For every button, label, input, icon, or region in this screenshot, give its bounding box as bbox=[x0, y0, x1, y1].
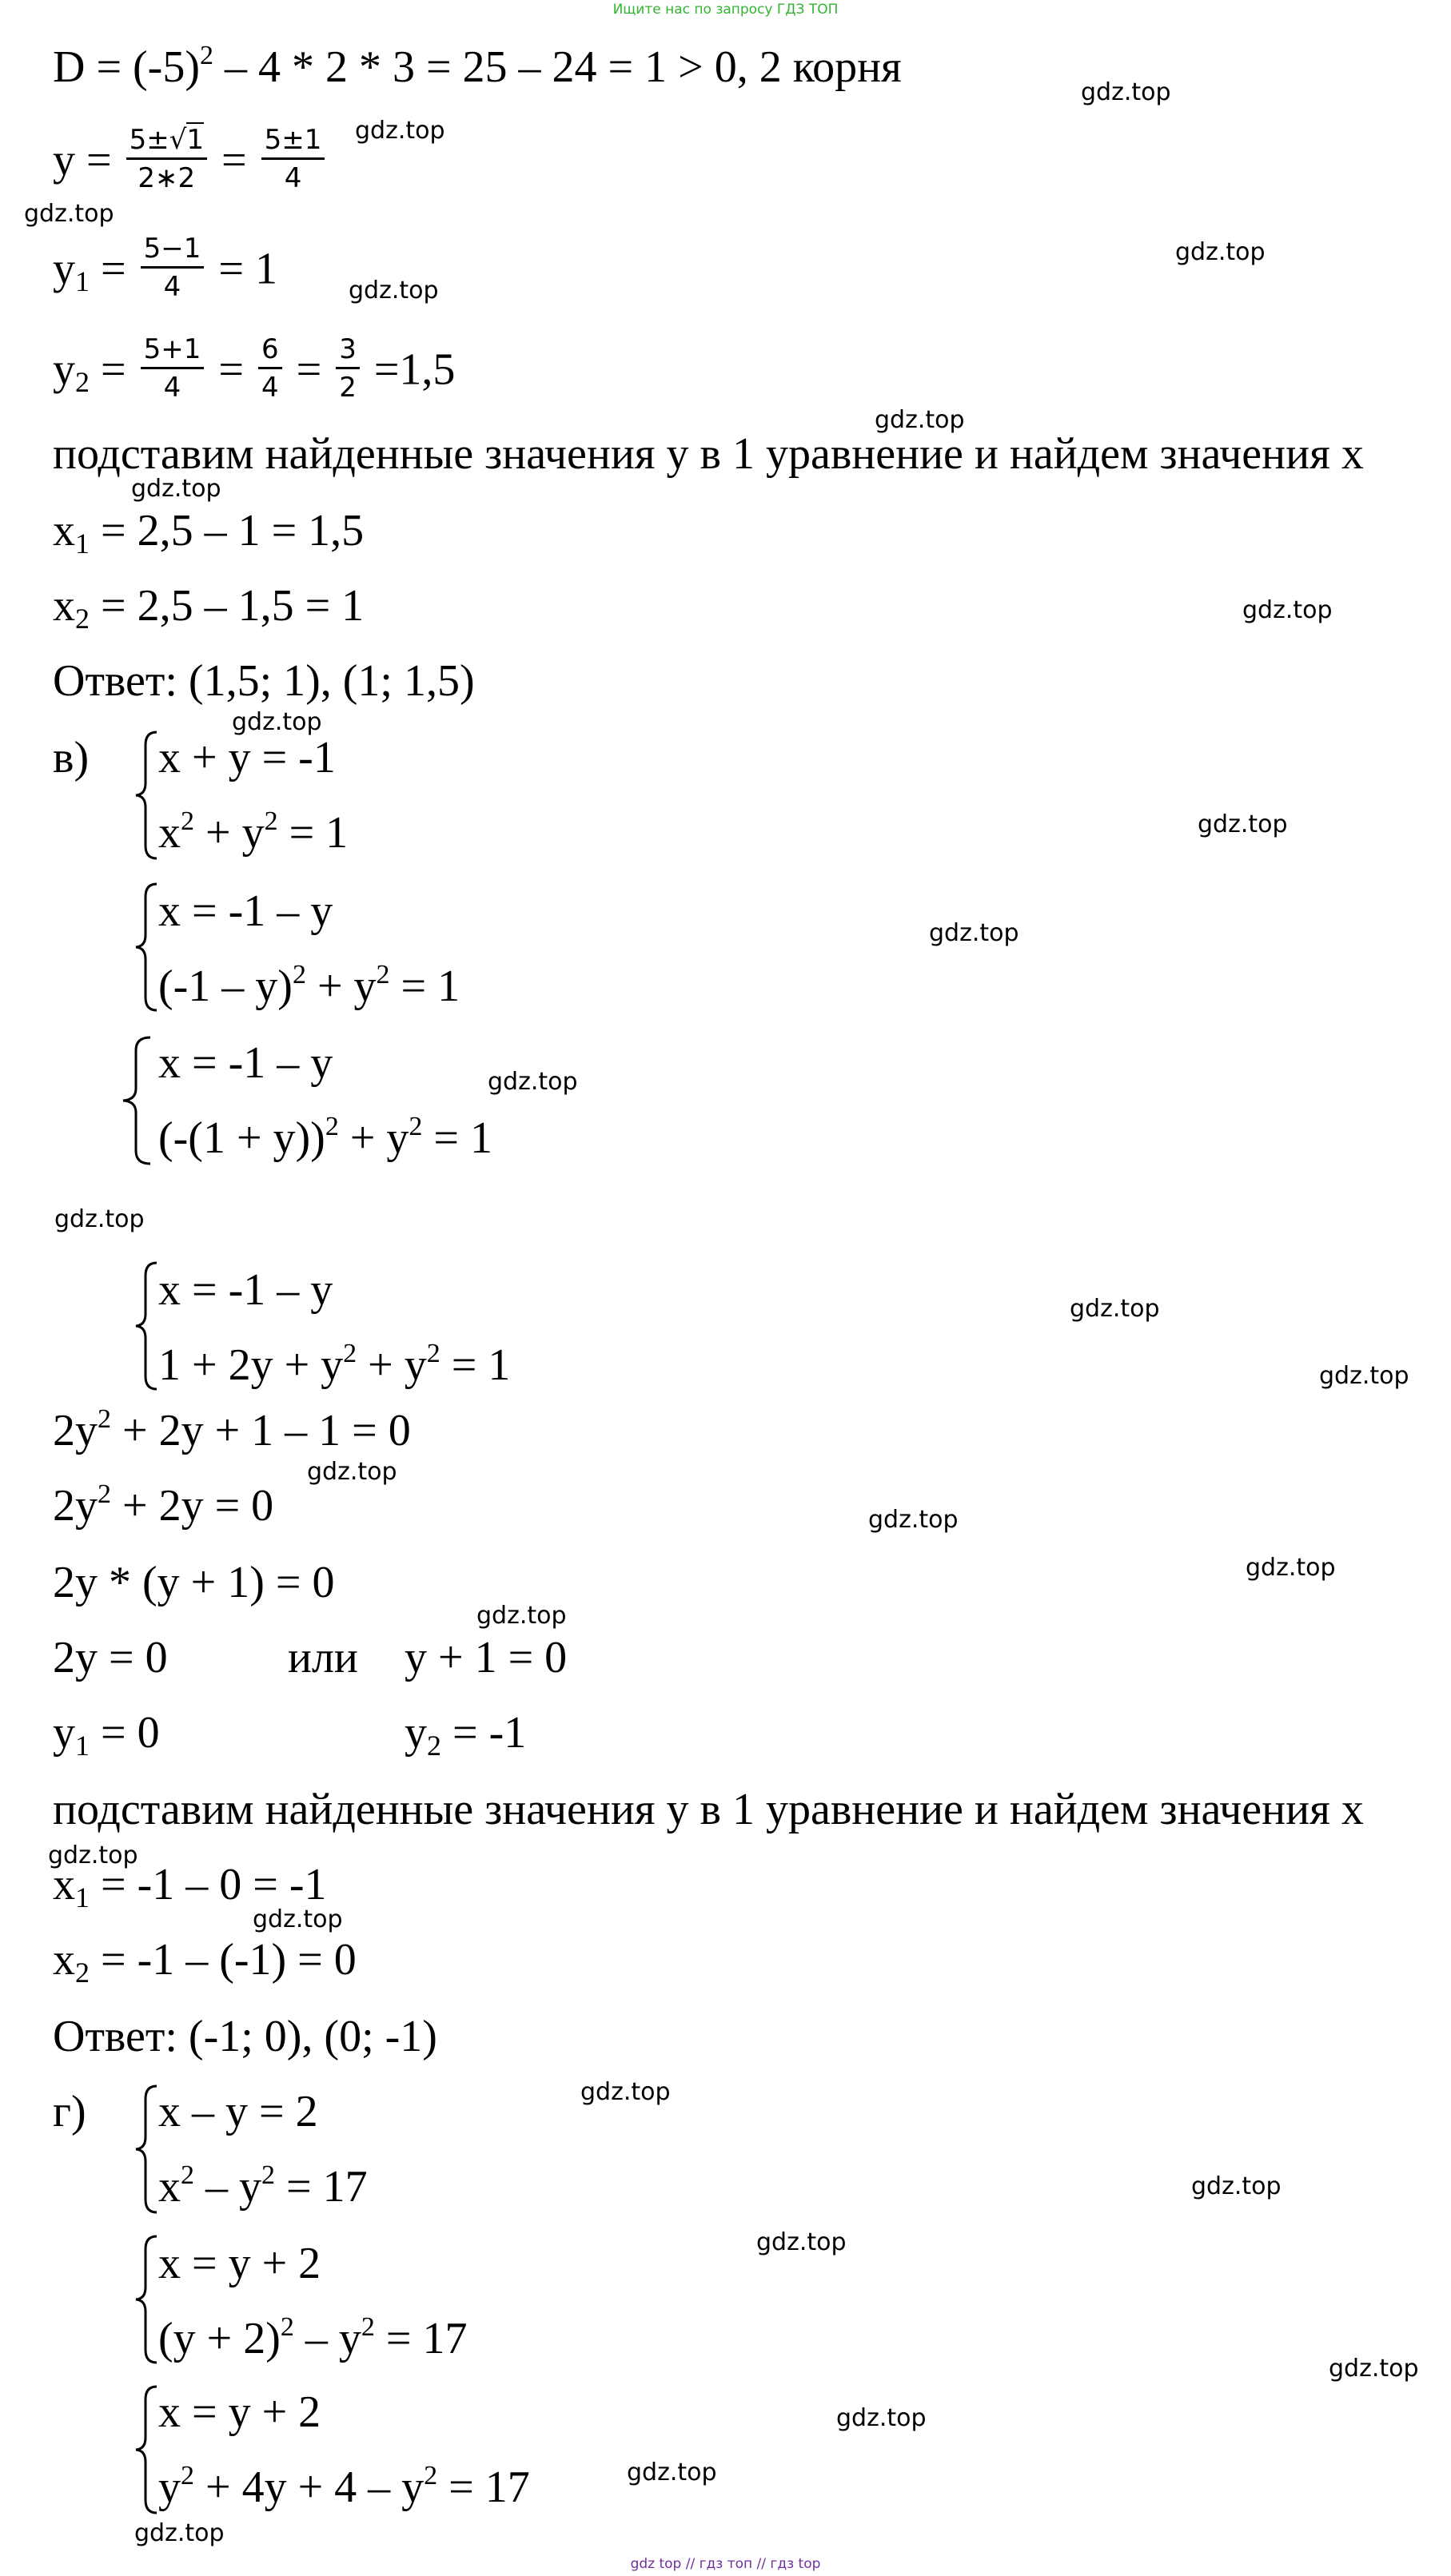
equation-4b: y + 1 = 0 bbox=[405, 1633, 568, 1682]
answer-2: Ответ: (-1; 0), (0; -1) bbox=[53, 2012, 437, 2061]
watermark: gdz.top bbox=[1319, 1362, 1409, 1390]
watermark: gdz.top bbox=[836, 2404, 927, 2432]
answer-1: Ответ: (1,5; 1), (1; 1,5) bbox=[53, 656, 475, 706]
watermark: gdz.top bbox=[1175, 238, 1266, 266]
watermark: gdz.top bbox=[875, 406, 965, 434]
label-g: г) bbox=[53, 2087, 86, 2136]
fraction: $\frac{3}{2}$ bbox=[336, 334, 360, 404]
substitution-text-2: подставим найденные значения y в 1 уравнение и найдем значения x bbox=[53, 1785, 1364, 1834]
watermark: gdz.top bbox=[307, 1458, 397, 1486]
x1-line: $x_1 = 2,5 - 1 = 1,5$ bbox=[53, 506, 365, 559]
header-note: Ищите нас по запросу ГДЗ ТОП bbox=[612, 2, 839, 18]
watermark: gdz.top bbox=[868, 1506, 959, 1534]
x1-line-v: $x_1 = -1 - 0 = -1$ bbox=[53, 1860, 327, 1913]
equation-3: 2y * (y + 1) = 0 bbox=[53, 1558, 335, 1607]
fraction: $\frac{5+1}{4}$ bbox=[141, 334, 205, 404]
watermark: gdz.top bbox=[1198, 810, 1288, 838]
watermark: gdz.top bbox=[48, 1841, 138, 1869]
footer-note: gdz top // гдз топ // гдз top bbox=[630, 2556, 821, 2572]
equation-2: $2y^2 + 2y = 0$ bbox=[53, 1479, 274, 1531]
x2-line-v: $x_2 = -1 - (-1) = 0$ bbox=[53, 1935, 357, 1989]
y1-line: $y_1$ = $\frac{5-1}{4}$ = 1 bbox=[53, 233, 277, 304]
watermark: gdz.top bbox=[756, 2228, 847, 2256]
watermark: gdz.top bbox=[349, 277, 439, 305]
fraction: $\frac{5\pm 1}{4}$ bbox=[261, 125, 325, 194]
watermark: gdz.top bbox=[1329, 2355, 1419, 2383]
discriminant-line: $D = (-5)^2 - 4 * 2 * 3 = 25 - 24 = 1 > 0$, 2 корня bbox=[53, 41, 902, 92]
watermark: gdz.top bbox=[1246, 1554, 1336, 1582]
equation-4-or: или bbox=[288, 1633, 358, 1682]
fraction: $\frac{6}{4}$ bbox=[258, 334, 282, 404]
watermark: gdz.top bbox=[488, 1068, 578, 1096]
watermark: gdz.top bbox=[476, 1602, 567, 1630]
watermark: gdz.top bbox=[1242, 596, 1333, 624]
watermark: gdz.top bbox=[1081, 78, 1171, 106]
fraction: $\frac{5\pm√1}{2∗2}$ bbox=[126, 125, 207, 194]
substitution-text-1: подставим найденные значения y в 1 уравнение и найдем значения x bbox=[53, 429, 1364, 479]
watermark: gdz.top bbox=[355, 117, 445, 145]
watermark: gdz.top bbox=[627, 2459, 717, 2486]
watermark: gdz.top bbox=[131, 475, 221, 503]
equation-1: $2y^2 + 2y + 1 - 1 = 0$ bbox=[53, 1404, 411, 1455]
brace-icon bbox=[118, 1033, 158, 1169]
equation-4a: 2y = 0 bbox=[53, 1633, 168, 1682]
fraction: $\frac{5-1}{4}$ bbox=[141, 233, 205, 303]
watermark: gdz.top bbox=[54, 1205, 145, 1233]
watermark: gdz.top bbox=[580, 2078, 671, 2106]
root-y1: $y_1 = 0$ bbox=[53, 1708, 160, 1762]
watermark: gdz.top bbox=[253, 1905, 343, 1933]
x2-line: $x_2 = 2,5 - 1,5 = 1$ bbox=[53, 581, 365, 635]
watermark: gdz.top bbox=[134, 2519, 225, 2547]
watermark: gdz.top bbox=[1191, 2172, 1282, 2200]
watermark: gdz.top bbox=[929, 919, 1019, 947]
label-v: в) bbox=[53, 733, 90, 782]
watermark: gdz.top bbox=[232, 708, 322, 736]
watermark: gdz.top bbox=[24, 200, 114, 228]
y-formula-line: y = $\frac{5\pm√1}{2∗2}$ = $\frac{5\pm 1}{4}$ bbox=[53, 129, 328, 199]
root-y2: $y_2 = -1$ bbox=[405, 1708, 527, 1762]
y2-line: $y_2$ = $\frac{5+1}{4}$ = $\frac{6}{4}$ = $\frac{3}{2}$ =1,5 bbox=[53, 333, 456, 404]
watermark: gdz.top bbox=[1070, 1295, 1160, 1323]
